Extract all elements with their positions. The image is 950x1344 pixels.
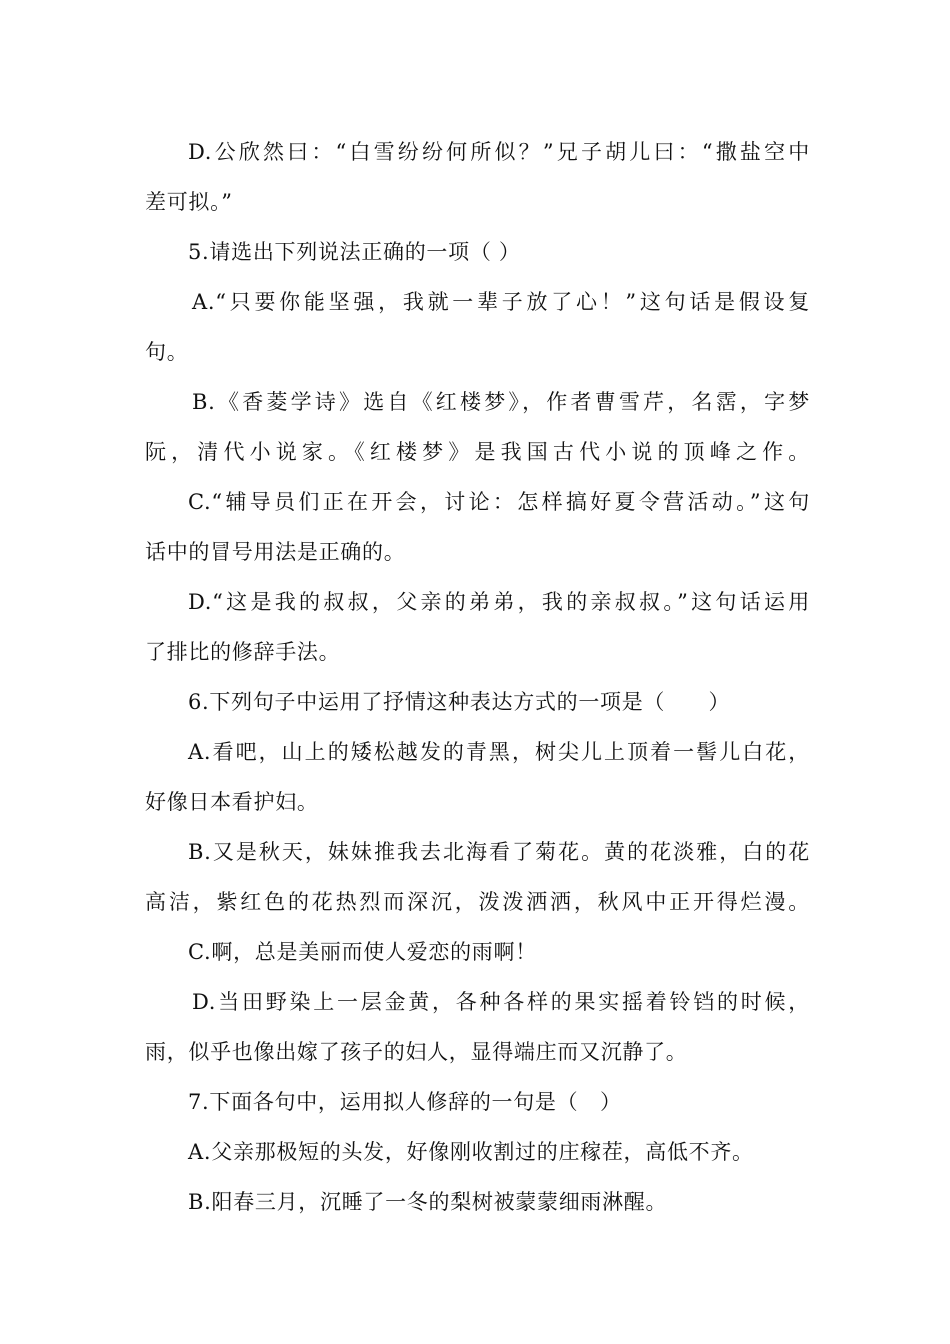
q6-option-a-line-2: 好像日本看护妇。: [145, 790, 319, 814]
q5-option-d-line-2: 了排比的修辞手法。: [145, 640, 341, 664]
q6-option-b-line-2: 高洁，紫红色的花热烈而深沉，泼泼洒洒，秋风中正开得烂漫。: [145, 890, 810, 914]
q6-option-d-line-2: 雨，似乎也像出嫁了孩子的妇人，显得端庄而又沉静了。: [145, 1040, 688, 1064]
q6-option-b-line-1: B.又是秋天，妹妹推我去北海看了菊花。黄的花淡雅，白的花: [188, 840, 810, 864]
question-5: 5.请选出下列说法正确的一项（ ）: [188, 240, 521, 264]
q6-option-a-line-1: A.看吧，山上的矮松越发的青黑，树尖儿上顶着一髻儿白花，: [188, 740, 810, 764]
q5-option-d-line-1: D.“这是我的叔叔，父亲的弟弟，我的亲叔叔。”这句话运用: [188, 590, 810, 614]
q5-option-a-line-2: 句。: [145, 340, 189, 364]
question-6: 6.下列句子中运用了抒情这种表达方式的一项是（ ）: [188, 690, 731, 714]
q6-option-c: C.啊，总是美丽而使人爱恋的雨啊！: [188, 940, 537, 964]
q7-option-a: A.父亲那极短的头发，好像刚收割过的庄稼茬，高低不齐。: [188, 1140, 754, 1164]
q5-option-c-line-1: C.“辅导员们正在开会，讨论：怎样搞好夏令营活动。”这句: [188, 490, 810, 514]
q7-option-b: B.阳春三月，沉睡了一冬的梨树被蒙蒙细雨淋醒。: [188, 1190, 668, 1214]
question-7: 7.下面各句中，运用拟人修辞的一句是（ ）: [188, 1090, 622, 1114]
q6-option-d-line-1: D.当田野染上一层金黄，各种各样的果实摇着铃铛的时候，: [192, 990, 810, 1014]
option-d-line-1: D.公欣然曰：“白雪纷纷何所似？”兄子胡儿曰：“撒盐空中: [188, 140, 810, 164]
q5-option-b-line-1: B.《香菱学诗》选自《红楼梦》，作者曹雪芹，名霑，字梦: [192, 390, 810, 414]
q5-option-a-line-1: A.“只要你能坚强，我就一辈子放了心！”这句话是假设复: [192, 290, 810, 314]
q5-option-b-line-2: 阮，清代小说家。《红楼梦》是我国古代小说的顶峰之作。: [145, 440, 810, 464]
q5-option-c-line-2: 话中的冒号用法是正确的。: [145, 540, 406, 564]
option-d-line-2: 差可拟。”: [145, 190, 233, 214]
